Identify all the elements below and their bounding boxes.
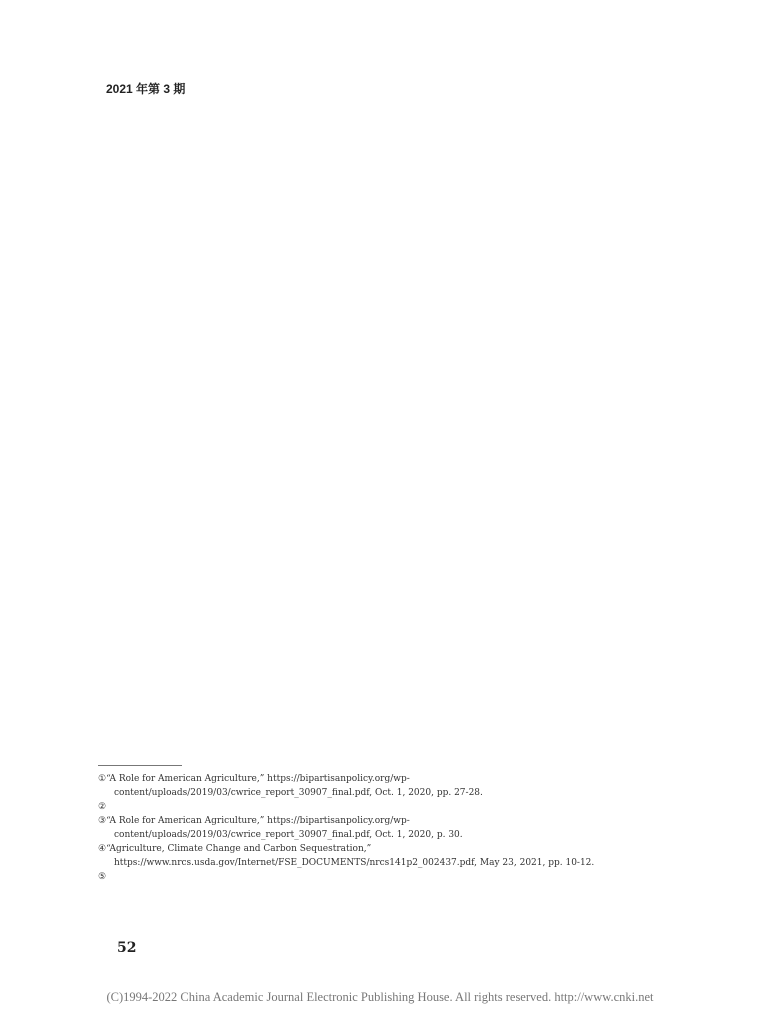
footnote-mark: ② xyxy=(98,802,107,812)
footnote-mark: ① xyxy=(98,774,107,784)
copyright-footer: (C)1994-2022 China Academic Journal Electronic Publishing House. All rights reserved. http://www.cnki.net xyxy=(106,990,654,1004)
footnote xyxy=(98,814,658,842)
footnote-text: “A Role for American Agriculture,” https://bipartisanpolicy.org/wp-content/uploads/2019/03/cwrice_report_30907_final.pdf, Oct. 1, 2020, pp. 27-28. xyxy=(106,774,483,798)
footnote-text: “Agriculture, Climate Change and Carbon Sequestration,” https://www.nrcs.usda.gov/Internet/FSE_DOCUMENTS/nrcs141p2_002437.pdf, May 23, 2021, pp. 10-12. xyxy=(106,844,595,868)
footnote xyxy=(98,842,658,870)
footnote-mark: ④ xyxy=(98,844,107,854)
page-number: 52 xyxy=(117,940,137,956)
footnotes xyxy=(98,772,658,884)
issue-label: 2021 年第 3 期 xyxy=(106,82,186,96)
footnote-text: “A Role for American Agriculture,” https://bipartisanpolicy.org/wp-content/uploads/2019/03/cwrice_report_30907_final.pdf, Oct. 1, 2020, p. 30. xyxy=(106,816,463,840)
footnote xyxy=(98,800,658,814)
footnote-mark: ③ xyxy=(98,816,107,826)
footnote-mark: ⑤ xyxy=(98,872,107,882)
footnote-rule xyxy=(98,765,182,766)
footnote xyxy=(98,772,658,800)
journal-header xyxy=(98,80,185,97)
footnote xyxy=(98,870,658,884)
